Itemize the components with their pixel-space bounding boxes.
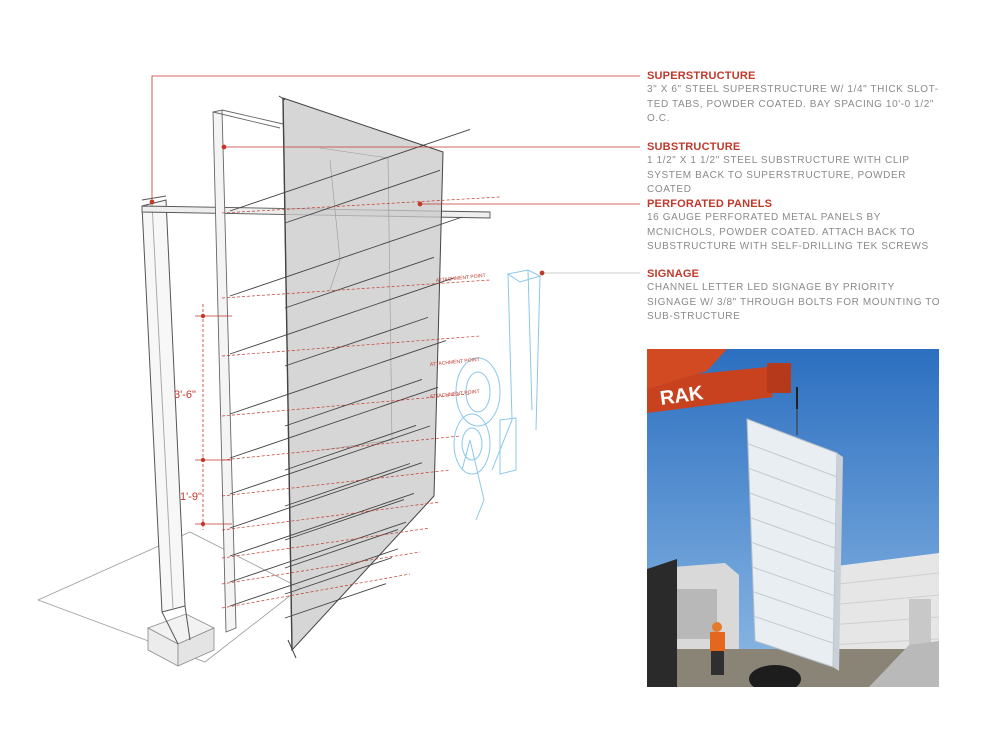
attachment-label: ATTACHMENT POINT xyxy=(429,388,480,400)
callout-text: 16 GAUGE PERFORATED METAL PANELS BY MCNICHOLS, POWDER COATED. ATTACH BACK TO SUBSTRUCTURE WITH SELF-DRILLING TEK SCREWS xyxy=(647,212,929,252)
perforated-panel xyxy=(279,96,443,658)
crane-label: RAK xyxy=(658,382,705,410)
superstructure-column xyxy=(142,200,190,644)
dimension-upper: 3'-6" xyxy=(174,389,196,401)
dimension-lower: 1'-9" xyxy=(180,491,202,503)
substructure-frame xyxy=(213,110,283,632)
callout-text: 3" X 6" STEEL SUPERSTRUCTURE W/ 1/4" THICK SLOT-TED TABS, POWDER COATED. BAY SPACING 10'-0 1/2" O.C. xyxy=(647,84,939,124)
attachment-label: ATTACHMENT POINT xyxy=(429,356,480,368)
callout-substructure xyxy=(647,141,947,198)
callout-title: SIGNAGE xyxy=(647,268,700,280)
attachment-label: ATTACHMENT POINT xyxy=(435,272,486,284)
callout-title: SUBSTRUCTURE xyxy=(647,141,741,153)
callout-signage xyxy=(647,268,947,325)
callout-title: SUPERSTRUCTURE xyxy=(647,70,756,82)
installation-photo xyxy=(647,349,939,687)
concrete-footing xyxy=(148,614,214,666)
callout-text: CHANNEL LETTER LED SIGNAGE BY PRIORITY SIGNAGE W/ 3/8" THROUGH BOLTS FOR MOUNTING TO SUB-STRUCTURE xyxy=(647,282,941,322)
callout-superstructure xyxy=(647,70,947,127)
callout-title: PERFORATED PANELS xyxy=(647,198,773,210)
callout-text: 1 1/2" X 1 1/2" STEEL SUBSTRUCTURE WITH CLIP SYSTEM BACK TO SUPERSTRUCTURE, POWDER COATED xyxy=(647,155,910,195)
callout-perforated-panels xyxy=(647,198,947,255)
